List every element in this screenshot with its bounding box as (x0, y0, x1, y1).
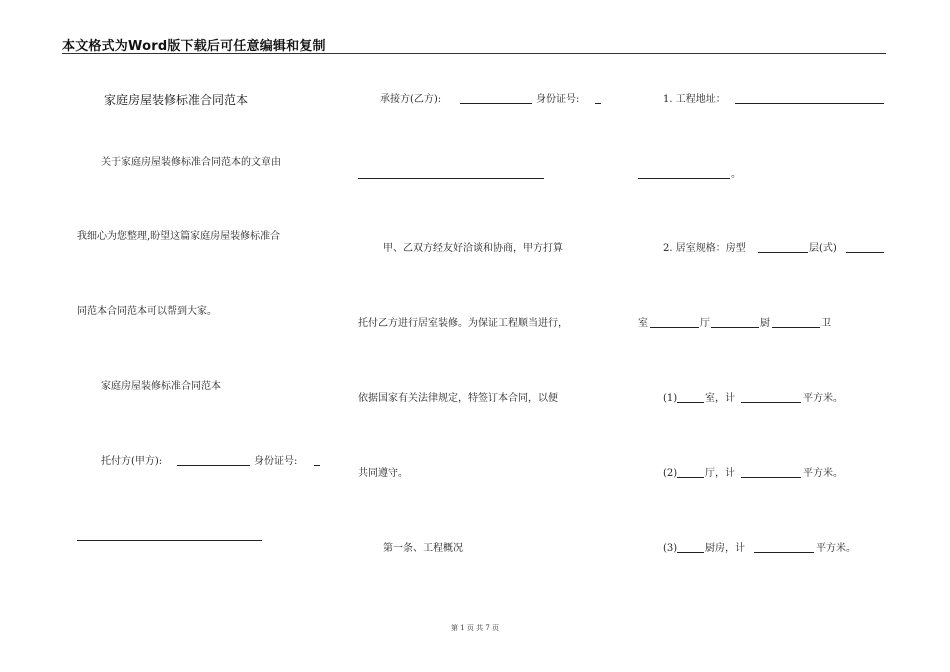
party-a-id-label: 身份证号: (254, 456, 298, 467)
room-label: 室 (638, 318, 648, 329)
kitchen-count-blank (772, 327, 820, 328)
intro-line-2: 我细心为您整理,盼望这篇家庭房屋装修标准合 (77, 231, 281, 242)
address-blank (735, 103, 884, 104)
para-line-4: 共同遵守。 (358, 468, 408, 479)
party-b-label: 承接方(乙方): (380, 94, 442, 105)
item-1-unit: 平方米。 (803, 393, 843, 404)
floor-blank (846, 252, 884, 253)
item-1-area-blank (741, 402, 801, 403)
address-label: 1. 工程地址： (663, 94, 726, 105)
party-a-line-blank (77, 540, 262, 541)
page-number: 第 1 页 共 7 页 (450, 624, 500, 632)
item-3-area-blank (754, 552, 814, 553)
house-type-blank (758, 252, 808, 253)
address-end: 。 (731, 169, 741, 180)
item-3-unit: 平方米。 (816, 543, 856, 554)
item-1-number: (1) (663, 393, 678, 404)
party-b-id-label: 身份证号: (536, 94, 580, 105)
article-1-heading: 第一条、工程概况 (383, 543, 463, 554)
party-b-line-blank (358, 178, 544, 179)
item-3-name: 厨房，计 (705, 543, 745, 554)
document-header (62, 35, 886, 54)
item-1-count-blank (677, 402, 704, 403)
hall-count-blank (711, 327, 759, 328)
item-2-unit: 平方米。 (803, 468, 843, 479)
kitchen-label: 厨 (760, 318, 770, 329)
address-line-blank (638, 178, 730, 179)
header-banner: 本文格式为Word版下载后可任意编辑和复制 (62, 39, 326, 54)
party-b-name-blank (460, 103, 532, 104)
room-count-blank (650, 327, 699, 328)
item-3-count-blank (677, 552, 704, 553)
intro-line-1: 关于家庭房屋装修标准合同范本的文章由 (101, 157, 281, 168)
document-title: 家庭房屋装修标准合同范本 (104, 93, 249, 107)
floor-label: 层(式) (809, 243, 837, 254)
room-spec-label: 2. 居室规格：房型 (663, 243, 746, 254)
contract-subtitle: 家庭房屋装修标准合同范本 (101, 381, 221, 392)
item-2-name: 厅，计 (705, 468, 735, 479)
item-1-name: 室，计 (705, 393, 735, 404)
item-2-number: (2) (663, 468, 678, 479)
hall-label: 厅 (700, 318, 710, 329)
party-a-id-blank (314, 465, 320, 466)
item-2-area-blank (741, 477, 801, 478)
para-line-3: 依据国家有关法律规定，特签订本合同，以便 (358, 393, 558, 404)
party-b-id-blank (595, 103, 601, 104)
para-line-1: 甲、乙双方经友好洽谈和协商，甲方打算 (383, 243, 563, 254)
party-a-label: 托付方(甲方): (101, 456, 163, 467)
bath-label: 卫 (821, 318, 831, 329)
item-2-count-blank (677, 477, 704, 478)
party-a-name-blank (177, 465, 250, 466)
para-line-2: 托付乙方进行居室装修。为保证工程顺当进行， (358, 318, 568, 329)
item-3-number: (3) (663, 543, 678, 554)
intro-line-3: 同范本合同范本可以帮到大家。 (77, 306, 217, 317)
